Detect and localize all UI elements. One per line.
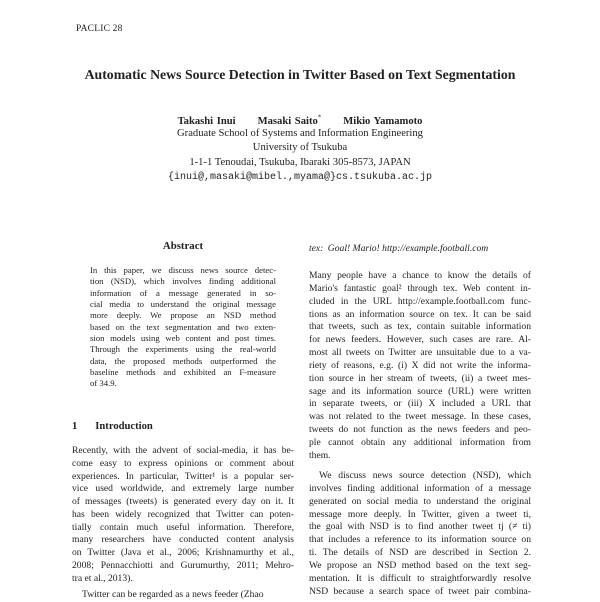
affiliation-line: 1-1-1 Tenoudai, Tsukuba, Ibaraki 305-8573, JAPAN <box>189 157 411 168</box>
body-line: message more deeply. In Twitter, given a tweet ti, <box>309 508 531 520</box>
tweet-text: Goal! Mario! http://example.football.com <box>327 243 489 254</box>
author-3: Mikio Yamamoto <box>343 115 423 127</box>
abstract-line: tion (NSD), which involves finding additional <box>90 276 276 287</box>
body-line: vice used worldwide, and extremely large number <box>72 483 294 495</box>
author-1: Takashi Inui <box>177 115 236 127</box>
abstract-line: sion models using web content and post times. <box>90 333 276 344</box>
body-line: sage and its information source (URL) were written <box>309 385 531 397</box>
abstract-line: cial media to understand the original message <box>90 299 276 310</box>
body-line: of messages (tweets) is generated every day on it. It <box>72 496 294 507</box>
body-line: tially contain much useful information. Therefore, <box>72 521 294 533</box>
body-line: involves finding additional information of a message <box>309 482 531 494</box>
body-line: Recently, with the advent of social-media, it has be- <box>72 445 294 456</box>
abstract-line: of 34.9. <box>90 378 117 389</box>
body-line: in separate tweets, or (iii) X included a URL that <box>309 398 531 410</box>
body-line: Mario's fantastic goal² through tex. Web content in- <box>309 282 531 294</box>
paper-title: Automatic News Source Detection in Twitter Based on Text Segmentation <box>84 67 516 82</box>
section-number: 1 <box>72 421 78 432</box>
abstract-line: more deeply. We propose an NSD method <box>90 310 276 321</box>
body-line: tra et al., 2013). <box>72 572 133 584</box>
author-email: {inui@,masaki@mibel.,myama@}cs.tsukuba.ac.jp <box>167 172 433 183</box>
body-line: 2008; Pennacchiotti and Gurumurthy, 2011; Mehro- <box>72 559 294 571</box>
body-line: was not related to the tweet message. In these cases, <box>309 411 531 423</box>
body-line: tions as an information source on tex. It can be said <box>309 308 531 320</box>
author-list <box>0 113 600 127</box>
body-line: that tweets, such as tex, contain suitable information <box>309 321 531 333</box>
abstract-heading: Abstract <box>162 240 204 252</box>
right-paragraph-1 <box>309 270 531 463</box>
abstract-line: baseline methods and exhibited an F-measure <box>90 367 276 378</box>
body-line: many researchers have conducted content analysis <box>72 534 294 546</box>
body-line: experiences. In particular, Twitter¹ is a popular ser- <box>72 470 294 482</box>
body-line: NSD because a search space of tweet pair combina- <box>309 585 531 597</box>
body-line: mentation. It is difficult to straightforwardly resolve <box>309 572 531 584</box>
body-line: for news feeders. However, such cases are rare. Al- <box>309 334 531 346</box>
body-line: come easy to express opinions or comment about <box>72 457 294 469</box>
right-paragraph-2 <box>309 470 531 598</box>
body-line: the goal with NSD is to find another tweet tj (≠ ti) <box>309 521 531 533</box>
body-line: that includes a reference to its information source on <box>309 534 531 546</box>
abstract-line: In this paper, we discuss news source detec- <box>90 265 276 275</box>
body-line: ple cannot obtain any additional information from <box>309 436 531 448</box>
introduction-paragraph <box>72 445 294 585</box>
body-line: ti. The details of NSD are described in Section 2. <box>309 547 531 559</box>
body-line: We propose an NSD method based on the text seg- <box>309 559 531 571</box>
abstract-line: data, the proposed methods outperformed the <box>90 355 276 366</box>
example-tweet <box>309 243 488 254</box>
body-line: We discuss news source detection (NSD), which <box>319 470 531 481</box>
body-line: tweets do not function as the news feeders and peo- <box>309 424 531 436</box>
body-line: cluded in the URL http://example.football.com func- <box>309 295 531 307</box>
section-heading-introduction <box>72 421 153 432</box>
body-line: riety of reasons, e.g. (i) X did not write the informa- <box>309 359 531 371</box>
author-2: Masaki Saito* <box>257 113 322 127</box>
body-line: them. <box>309 449 331 461</box>
section-title: Introduction <box>95 421 153 432</box>
body-line: tion source in her stream of tweets, (ii) a tweet mes- <box>309 372 531 384</box>
body-line: generated on social media to understand the original <box>309 495 531 507</box>
conference-header: PACLIC 28 <box>76 24 123 34</box>
tweet-id: tex: <box>309 243 324 254</box>
abstract-line: information of a message generated in so- <box>90 287 276 298</box>
abstract-body <box>90 265 276 390</box>
affiliation-line: University of Tsukuba <box>252 142 348 153</box>
body-line: has been widely recognized that Twitter can poten- <box>72 508 294 520</box>
affiliation-line: Graduate School of Systems and Information Engineering <box>177 128 423 139</box>
body-line: on Twitter (Java et al., 2006; Krishnamurthy et al., <box>72 547 294 558</box>
abstract-line: Through the experiments using the real-world <box>90 344 276 355</box>
introduction-next-line: Twitter can be regarded as a news feeder (Zhao <box>82 589 264 600</box>
body-line: most all tweets on Twitter are unsuitable due to a va- <box>309 347 531 359</box>
body-line: Many people have a chance to know the details of <box>309 270 531 281</box>
author-mark: * <box>317 113 322 121</box>
abstract-line: based on the text segmentation and two exten- <box>90 321 276 332</box>
